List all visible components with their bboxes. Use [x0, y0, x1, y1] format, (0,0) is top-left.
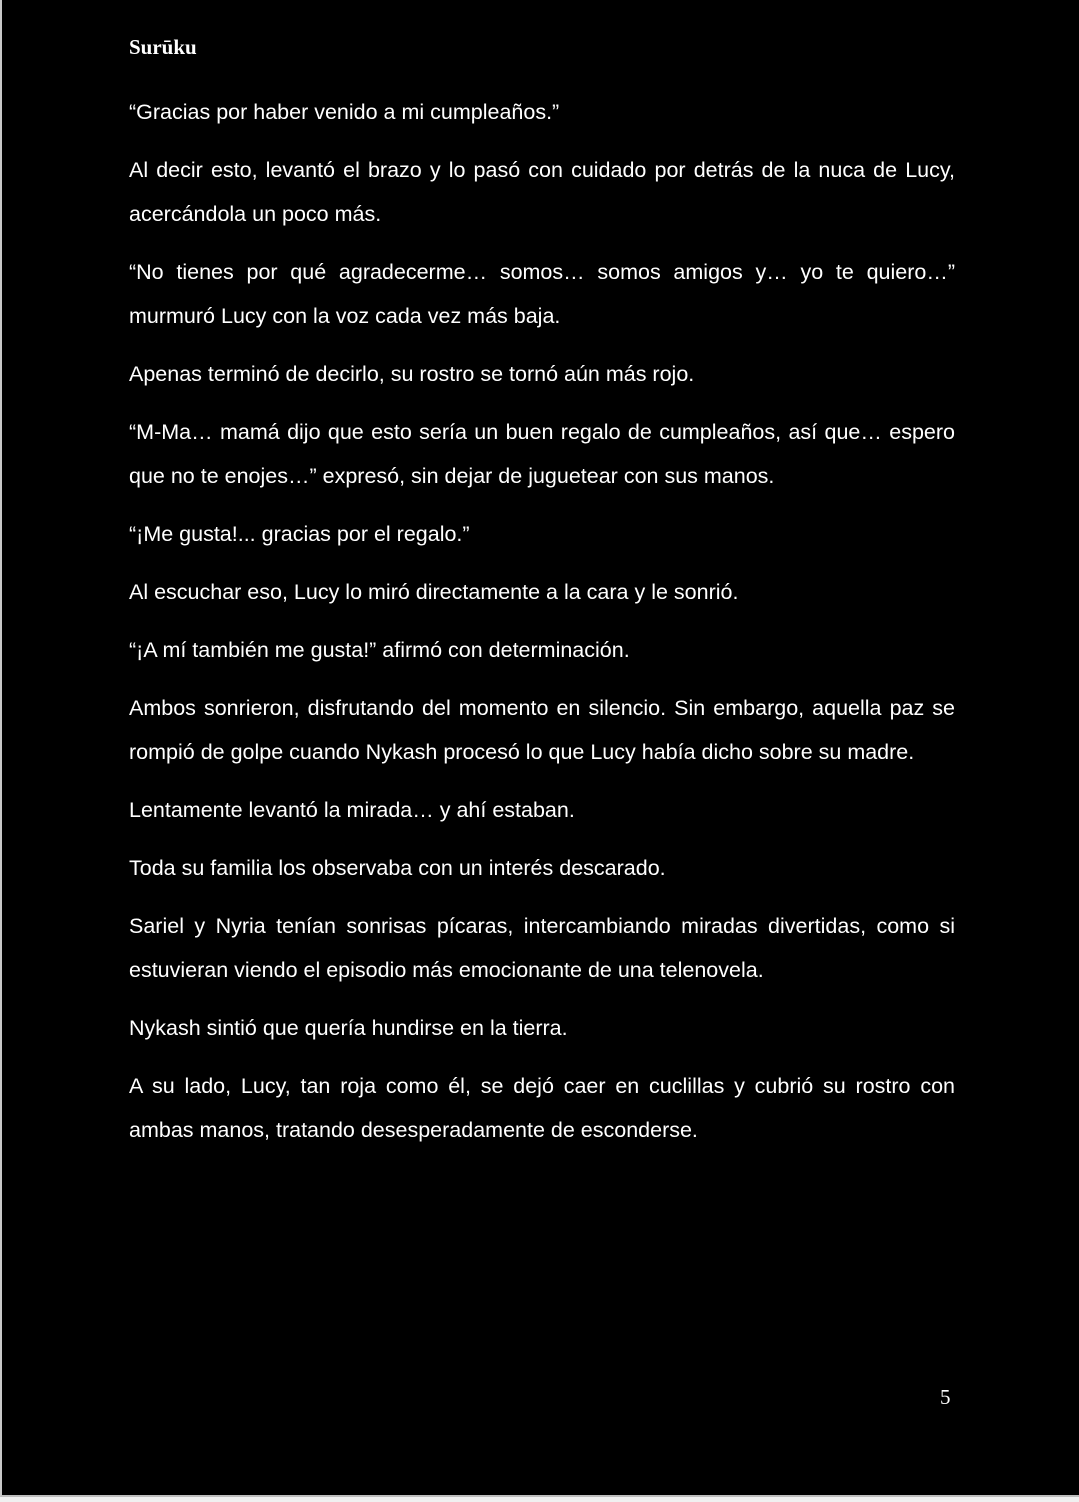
paragraph: A su lado, Lucy, tan roja como él, se dejó caer en cuclillas y cubrió su rostro con ambas manos, tratando desesperadamente de esconderse. — [129, 1074, 955, 1142]
paragraph: Toda su familia los observaba con un interés descarado. — [129, 856, 666, 880]
paragraph: “¡Me gusta!... gracias por el regalo.” — [129, 522, 470, 546]
paragraph: “Gracias por haber venido a mi cumpleaños.” — [129, 100, 560, 124]
running-header-title: Surūku — [129, 35, 197, 59]
paragraph: Apenas terminó de decirlo, su rostro se tornó aún más rojo. — [129, 362, 695, 386]
paragraph: Nykash sintió que quería hundirse en la tierra. — [129, 1016, 568, 1040]
paragraph: Ambos sonrieron, disfrutando del momento en silencio. Sin embargo, aquella paz se rompió de golpe cuando Nykash procesó lo que Lucy había dicho sobre su madre. — [129, 696, 955, 764]
body-text — [129, 90, 955, 1166]
paragraph: “No tienes por qué agradecerme… somos… somos amigos y… yo te quiero…” murmuró Lucy con la voz cada vez más baja. — [129, 260, 955, 328]
page-number: 5 — [940, 1385, 951, 1409]
paragraph: Sariel y Nyria tenían sonrisas pícaras, intercambiando miradas divertidas, como si estuvieran viendo el episodio más emocionante de una telenovela. — [129, 914, 955, 982]
paragraph: “¡A mí también me gusta!” afirmó con determinación. — [129, 638, 630, 662]
paragraph: Al escuchar eso, Lucy lo miró directamente a la cara y le sonrió. — [129, 580, 739, 604]
paragraph: “M-Ma… mamá dijo que esto sería un buen regalo de cumpleaños, así que… espero que no te enojes…” expresó, sin dejar de juguetear con sus manos. — [129, 420, 955, 488]
paragraph: Lentamente levantó la mirada… y ahí estaban. — [129, 798, 575, 822]
paragraph: Al decir esto, levantó el brazo y lo pasó con cuidado por detrás de la nuca de Lucy, acercándola un poco más. — [129, 158, 955, 226]
